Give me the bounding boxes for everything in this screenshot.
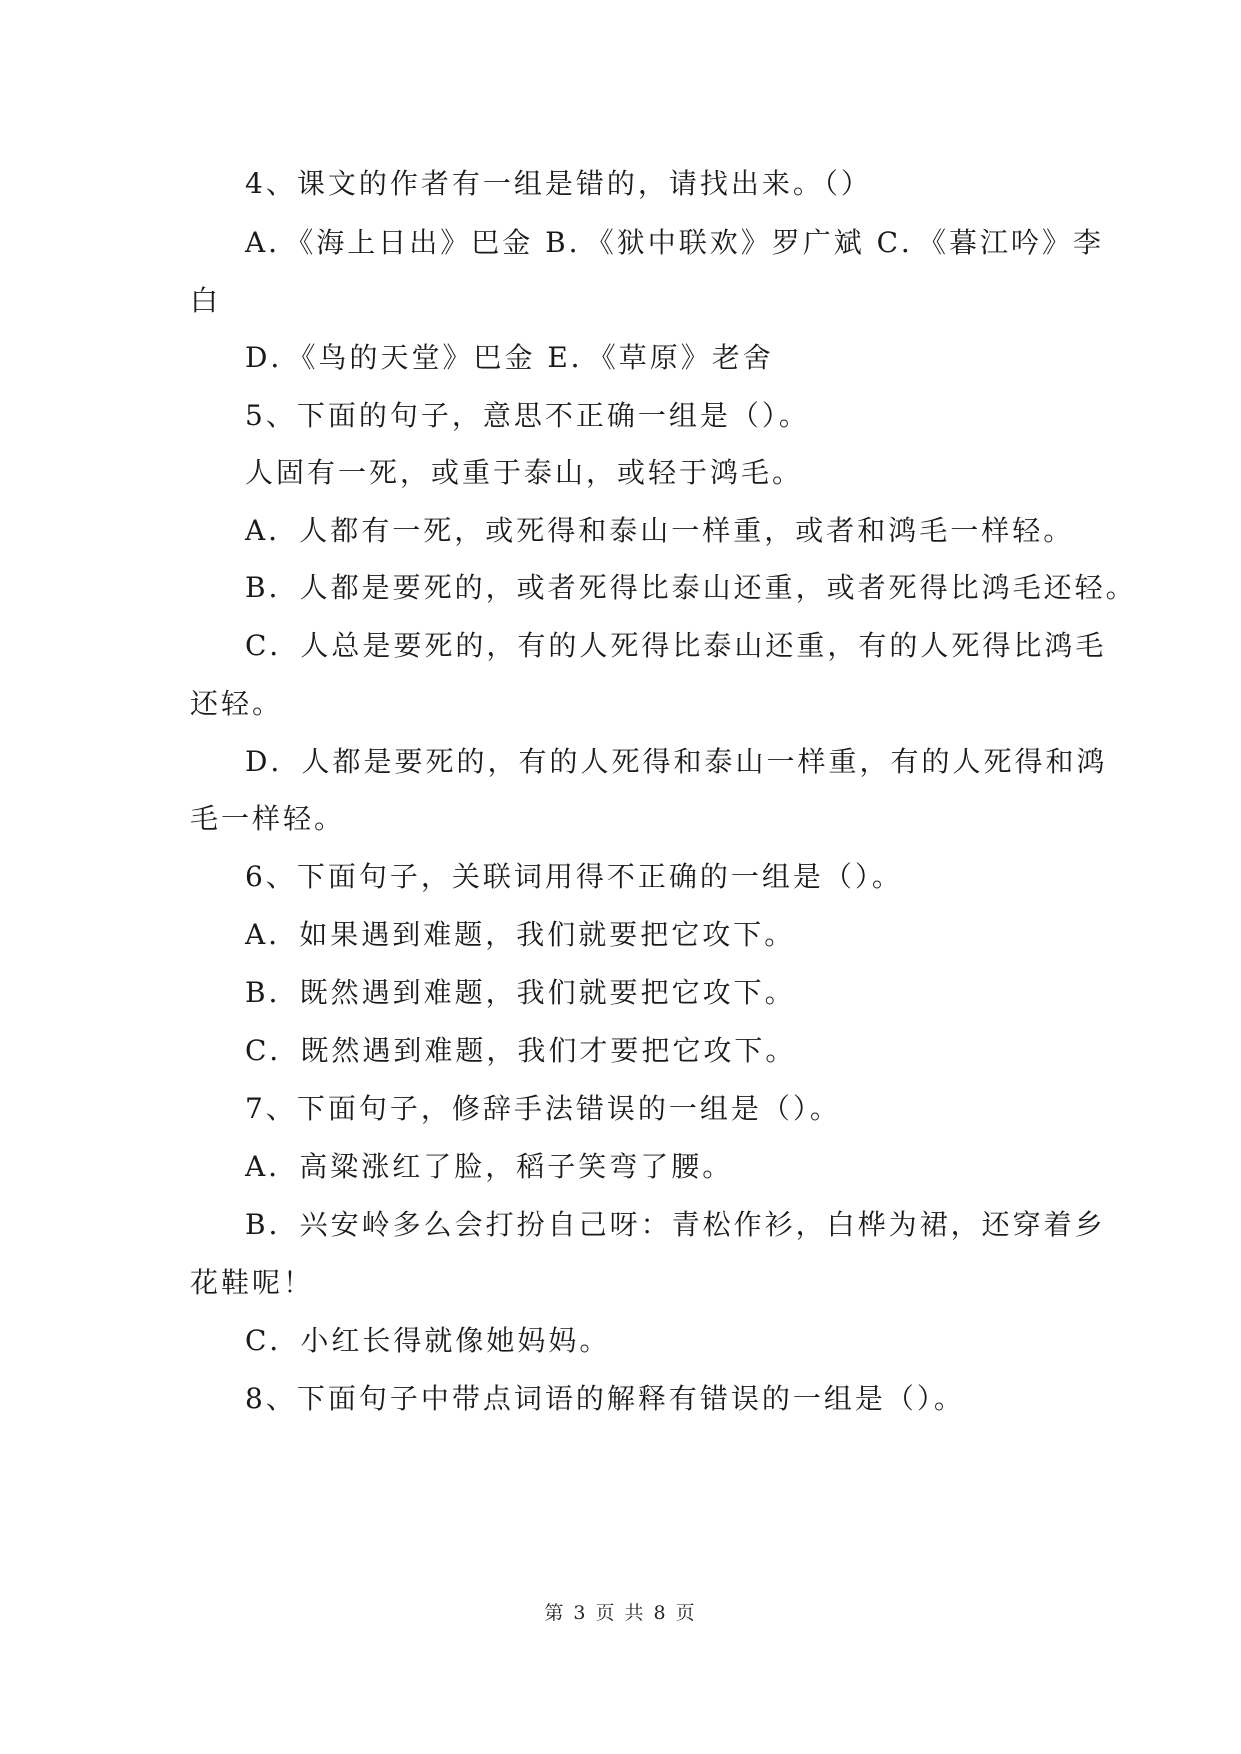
- question-7-stem: 7、下面句子，修辞手法错误的一组是（）。: [245, 1092, 841, 1125]
- question-5-option-d: D．人都是要死的，有的人死得和泰山一样重，有的人死得和鸿: [245, 745, 1108, 778]
- question-7-option-b: B．兴安岭多么会打扮自己呀：青松作衫，白桦为裙，还穿着乡: [245, 1208, 1106, 1241]
- question-7-option-a: A．高粱涨红了脸，稻子笑弯了腰。: [245, 1150, 734, 1183]
- question-4-options-line-1: A．《海上日出》巴金 B．《狱中联欢》罗广斌 C．《暮江吟》李: [245, 226, 1105, 259]
- question-6-option-c: C．既然遇到难题，我们才要把它攻下。: [245, 1034, 797, 1067]
- question-5-option-a: A．人都有一死，或死得和泰山一样重，或者和鸿毛一样轻。: [245, 514, 1075, 547]
- question-5-stem: 5、下面的句子，意思不正确一组是（）。: [245, 399, 810, 432]
- question-6-option-a: A．如果遇到难题，我们就要把它攻下。: [245, 918, 796, 951]
- question-7-option-b-continuation: 花鞋呢！: [190, 1266, 315, 1299]
- question-5-option-c: C．人总是要死的，有的人死得比泰山还重，有的人死得比鸿毛: [245, 629, 1107, 662]
- question-5-option-d-continuation: 毛一样轻。: [190, 802, 346, 835]
- question-4-options-continuation: 白: [190, 284, 222, 317]
- question-6-option-b: B．既然遇到难题，我们就要把它攻下。: [245, 976, 796, 1009]
- page-number-footer: 第 3 页 共 8 页: [544, 1602, 697, 1624]
- question-4-stem: 4、课文的作者有一组是错的，请找出来。（）: [245, 167, 872, 200]
- question-7-option-c: C．小红长得就像她妈妈。: [245, 1324, 611, 1357]
- question-6-stem: 6、下面句子，关联词用得不正确的一组是（）。: [245, 860, 903, 893]
- question-5-quote: 人固有一死，或重于泰山，或轻于鸿毛。: [245, 456, 804, 489]
- question-4-options-line-2: D．《鸟的天堂》巴金 E．《草原》老舍: [245, 341, 774, 374]
- question-5-option-b: B．人都是要死的，或者死得比泰山还重，或者死得比鸿毛还轻。: [245, 571, 1137, 604]
- question-5-option-c-continuation: 还轻。: [190, 687, 284, 720]
- question-8-stem: 8、下面句子中带点词语的解释有错误的一组是（）。: [245, 1382, 965, 1415]
